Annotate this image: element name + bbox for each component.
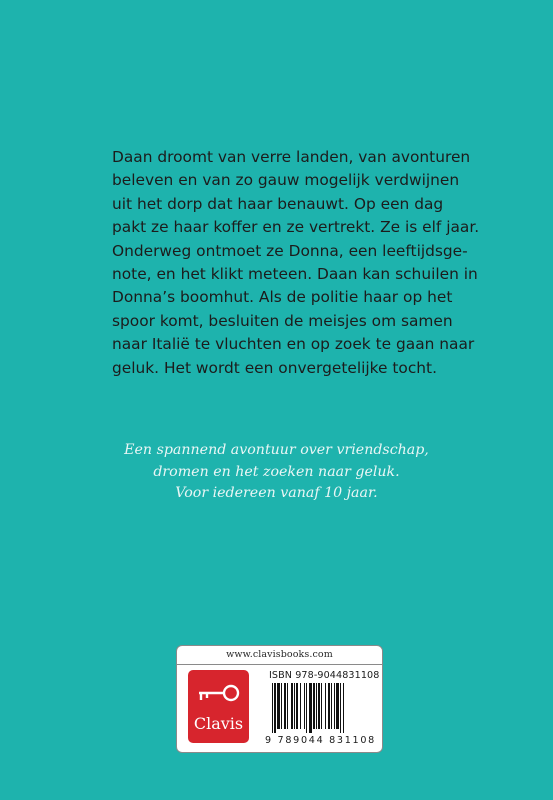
- divider: [177, 664, 382, 665]
- ean-digits: 9 789044 831108: [265, 735, 376, 746]
- blurb-line: uit het dorp dat haar benauwt. Op een dag: [112, 194, 444, 213]
- barcode-box: [176, 645, 383, 753]
- tagline-line: Voor iedereen vanaf 10 jaar.: [175, 485, 378, 501]
- tagline: [0, 440, 553, 505]
- blurb-line: Donna’s boomhut. Als de politie haar op het: [112, 288, 453, 307]
- publisher-url: www.clavisbooks.com: [226, 649, 333, 660]
- blurb-line: Daan droomt van verre landen, van avonturen: [112, 148, 471, 166]
- logo-wordmark: Clavis: [193, 714, 244, 733]
- publisher-logo: [188, 670, 249, 743]
- barcode: [272, 683, 372, 733]
- blurb-line: spoor komt, besluiten de meisjes om samen: [112, 311, 453, 330]
- blurb-line: Onderweg ontmoet ze Donna, een leeftijdsge-: [112, 241, 468, 260]
- blurb-line: naar Italië te vluchten en op zoek te gaan naar: [112, 335, 475, 354]
- blurb-line: pakt ze haar koffer en ze vertrekt. Ze is elf jaar.: [112, 218, 480, 237]
- blurb-line: geluk. Het wordt een onvergetelijke tocht.: [112, 358, 437, 377]
- blurb-line: beleven en van zo gauw mogelijk verdwijnen: [112, 171, 460, 190]
- key-icon: [197, 682, 241, 706]
- blurb-line: note, en het klikt meteen. Daan kan schuilen in: [112, 265, 478, 284]
- isbn-label: ISBN 978-9044831108: [269, 670, 380, 681]
- blurb-text: [112, 146, 480, 380]
- tagline-line: Een spannend avontuur over vriendschap,: [124, 442, 429, 458]
- tagline-line: dromen en het zoeken naar geluk.: [153, 463, 400, 480]
